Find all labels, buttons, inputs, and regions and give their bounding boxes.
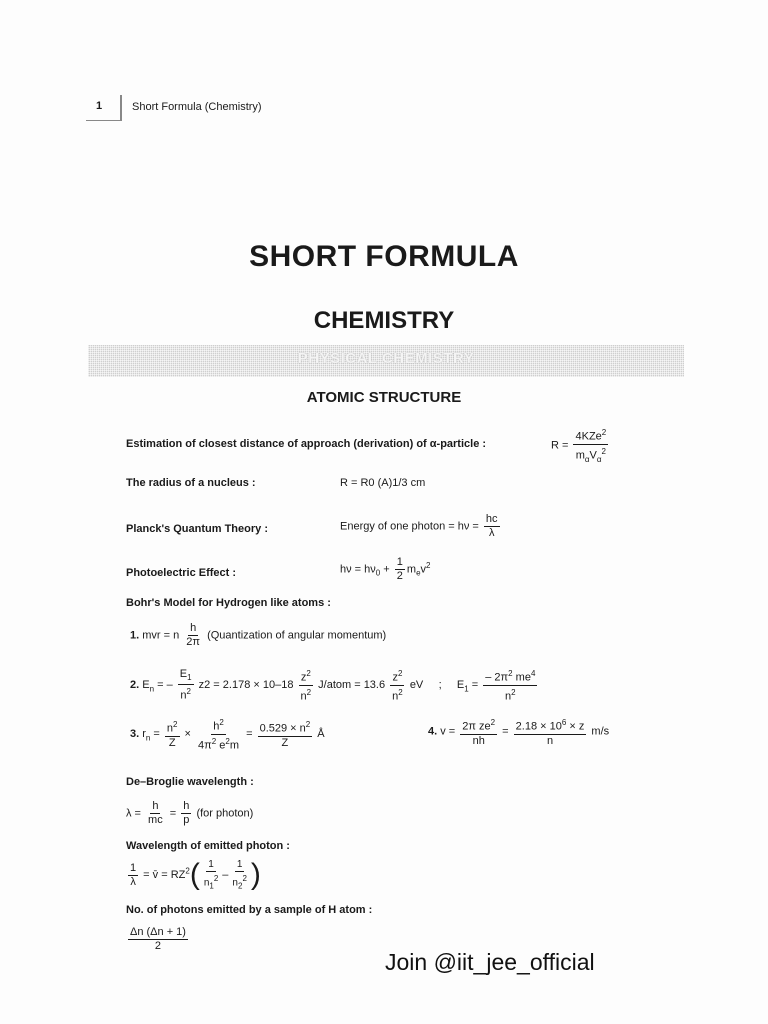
- closest-approach-label: Estimation of closest distance of approach (derivation) of α-particle :: [126, 438, 487, 450]
- running-title: Short Formula (Chemistry): [132, 101, 262, 113]
- header-underline: [86, 120, 122, 121]
- header-divider: [120, 95, 122, 120]
- bohr-formula-2: 2. $E_n$ = – $\frac{E_1}{n^2}$ z2 = 2.178 × 10–18 $\frac{z^2}{n^2}$ J/atom = 13.6 $\frac{z^2}{n^2}$ eV ; $E_1$ = $\frac{- 2\pi^2 me^4}{n^2}$: [130, 667, 536, 703]
- section-band-label: PHYSICAL CHEMISTRY: [297, 350, 475, 367]
- de-broglie-note: (for photon): [196, 807, 254, 820]
- planck-label: Planck's Quantum Theory :: [126, 523, 268, 535]
- page-number: 1: [96, 100, 103, 112]
- photons-emitted-label: No. of photons emitted by a sample of H atom :: [126, 904, 373, 916]
- bohr-3-unit: Å: [317, 728, 325, 741]
- bohr-2-ev: eV: [409, 679, 424, 692]
- bohr-2-values: z2 = 2.178 × 10–18: [198, 679, 294, 692]
- bohr-2-units: J/atom = 13.6: [318, 679, 386, 692]
- bohr-3-number: 3.: [130, 728, 140, 741]
- bohr-2-number: 2.: [130, 679, 140, 692]
- photoelectric-label: Photoelectric Effect :: [126, 567, 237, 579]
- bohr-formula-4: 4. v = $\frac{2\pi ze^2}{nh}$ = $\frac{2.18 \times 10^6 \times z}{n}$ m/s: [428, 718, 610, 747]
- footer-promo: Join @iit_jee_official: [385, 949, 595, 975]
- bohr-formula-1: 1. mvr = n $\frac{h}{2\pi}$ (Quantization of angular momentum): [130, 622, 387, 648]
- page-subtitle: CHEMISTRY: [313, 307, 455, 334]
- planck-formula-prefix: Energy of one photon = hν =: [340, 520, 479, 533]
- bohr-4-number: 4.: [428, 725, 438, 738]
- photoelectric-formula: $h\nu = h\nu_0$ + $\frac{1}{2}$ $m_ev^2$: [340, 556, 431, 582]
- nucleus-radius-formula: R = R0 (A)1/3 cm: [340, 477, 426, 489]
- de-broglie-formula: λ = $\frac{h}{mc}$ = $\frac{h}{p}$ (for photon): [126, 800, 254, 826]
- page-title: SHORT FORMULA: [249, 240, 519, 273]
- nucleus-radius-label: The radius of a nucleus :: [126, 477, 256, 489]
- closest-approach-formula: R = $\frac{4KZe^2}{m_\alpha V_\alpha^2}$: [551, 428, 607, 464]
- rydberg-formula: $\frac{1}{\lambda}$ = v̄ = $RZ^2$( $\frac{1}{n_1^2}$ – $\frac{1}{n_2^2}$ ): [130, 858, 261, 892]
- bohr-1-note: (Quantization of angular momentum): [207, 629, 387, 642]
- emitted-photon-label: Wavelength of emitted photon :: [126, 840, 290, 852]
- bohr-model-label: Bohr's Model for Hydrogen like atoms :: [126, 597, 331, 609]
- section-heading: ATOMIC STRUCTURE: [306, 389, 462, 406]
- bohr-4-unit: m/s: [591, 725, 610, 738]
- photons-emitted-formula: $\frac{\Delta n (\Delta n + 1)}{2}$: [130, 926, 186, 952]
- bohr-1-number: 1.: [130, 629, 140, 642]
- bohr-2-separator: ;: [438, 679, 442, 692]
- de-broglie-label: De–Broglie wavelength :: [126, 776, 254, 788]
- planck-formula: Energy of one photon = hν = $\frac{hc}{\lambda}$: [340, 513, 498, 539]
- bohr-formula-3: 3. $r_n$ = $\frac{n^2}{Z}$ × $\frac{h^2}{4\pi^2 e^2m}$ = $\frac{0.529 \times n^2}{Z}$ Å: [130, 718, 325, 752]
